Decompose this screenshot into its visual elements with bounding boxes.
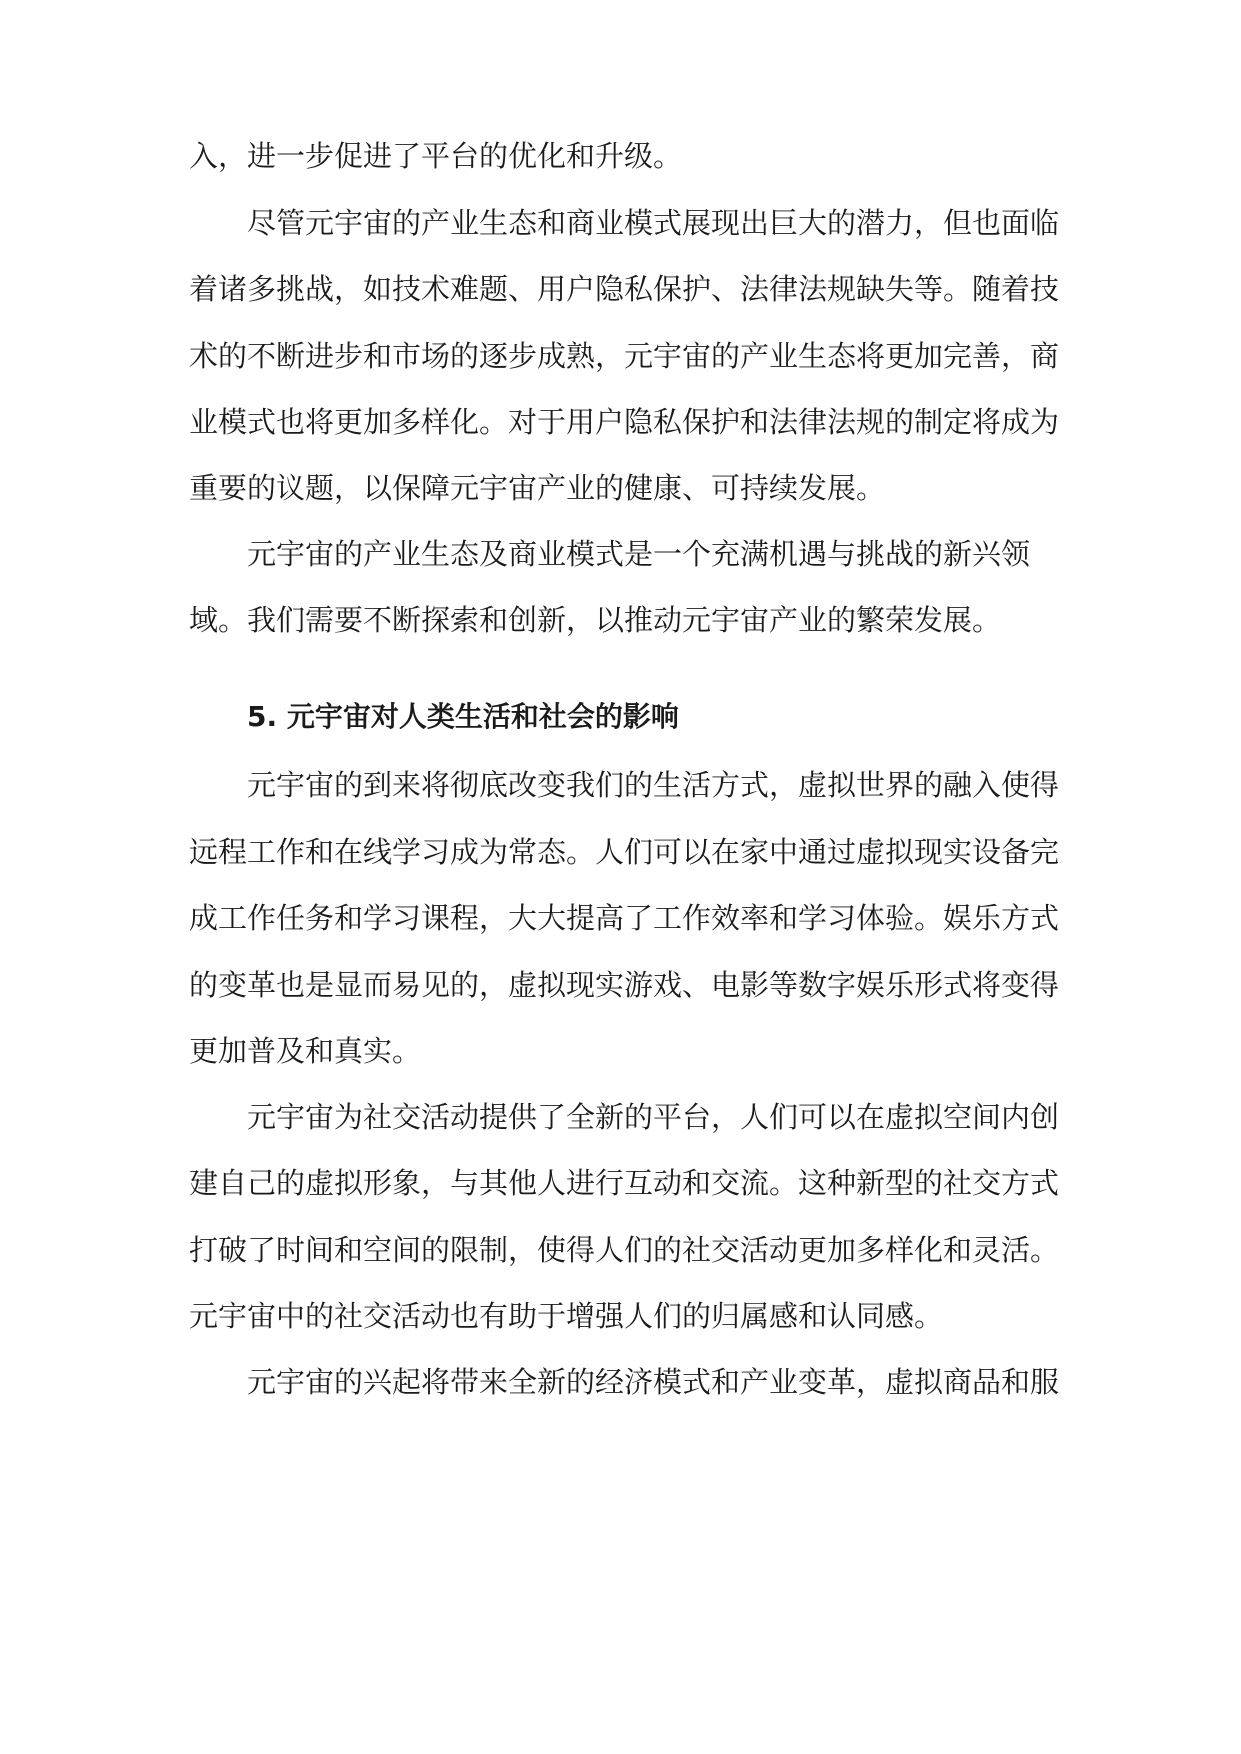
paragraph-line: 业模式也将更加多样化。对于用户隐私保护和法律法规的制定将成为 bbox=[189, 405, 1060, 439]
paragraph-line: 远程工作和在线学习成为常态。人们可以在家中通过虚拟现实设备完 bbox=[189, 835, 1060, 869]
paragraph-line: 元宇宙的产业生态及商业模式是一个充满机遇与挑战的新兴领 bbox=[247, 537, 1031, 571]
paragraph-line: 术的不断进步和市场的逐步成熟，元宇宙的产业生态将更加完善，商 bbox=[189, 339, 1060, 373]
paragraph-line: 打破了时间和空间的限制，使得人们的社交活动更加多样化和灵活。 bbox=[189, 1233, 1060, 1267]
paragraph-line: 的变革也是显而易见的，虚拟现实游戏、电影等数字娱乐形式将变得 bbox=[189, 968, 1060, 1002]
paragraph-line: 尽管元宇宙的产业生态和商业模式展现出巨大的潜力，但也面临 bbox=[247, 206, 1060, 240]
paragraph-line: 元宇宙的兴起将带来全新的经济模式和产业变革，虚拟商品和服 bbox=[247, 1365, 1060, 1399]
paragraph-line: 更加普及和真实。 bbox=[189, 1034, 422, 1068]
paragraph-line: 元宇宙为社交活动提供了全新的平台，人们可以在虚拟空间内创 bbox=[247, 1100, 1060, 1134]
paragraph-line: 重要的议题，以保障元宇宙产业的健康、可持续发展。 bbox=[189, 471, 886, 505]
paragraph-line: 入，进一步促进了平台的优化和升级。 bbox=[189, 139, 683, 173]
paragraph-line: 域。我们需要不断探索和创新，以推动元宇宙产业的繁荣发展。 bbox=[189, 603, 1002, 637]
paragraph-line: 元宇宙的到来将彻底改变我们的生活方式，虚拟世界的融入使得 bbox=[247, 768, 1060, 802]
paragraph-line: 元宇宙中的社交活动也有助于增强人们的归属感和认同感。 bbox=[189, 1299, 944, 1333]
paragraph-line: 建自己的虚拟形象，与其他人进行互动和交流。这种新型的社交方式 bbox=[189, 1166, 1060, 1200]
paragraph-line: 着诸多挑战，如技术难题、用户隐私保护、法律法规缺失等。随着技 bbox=[189, 272, 1060, 306]
section-heading: 5. 元宇宙对人类生活和社会的影响 bbox=[247, 700, 679, 733]
paragraph-line: 成工作任务和学习课程，大大提高了工作效率和学习体验。娱乐方式 bbox=[189, 901, 1060, 935]
